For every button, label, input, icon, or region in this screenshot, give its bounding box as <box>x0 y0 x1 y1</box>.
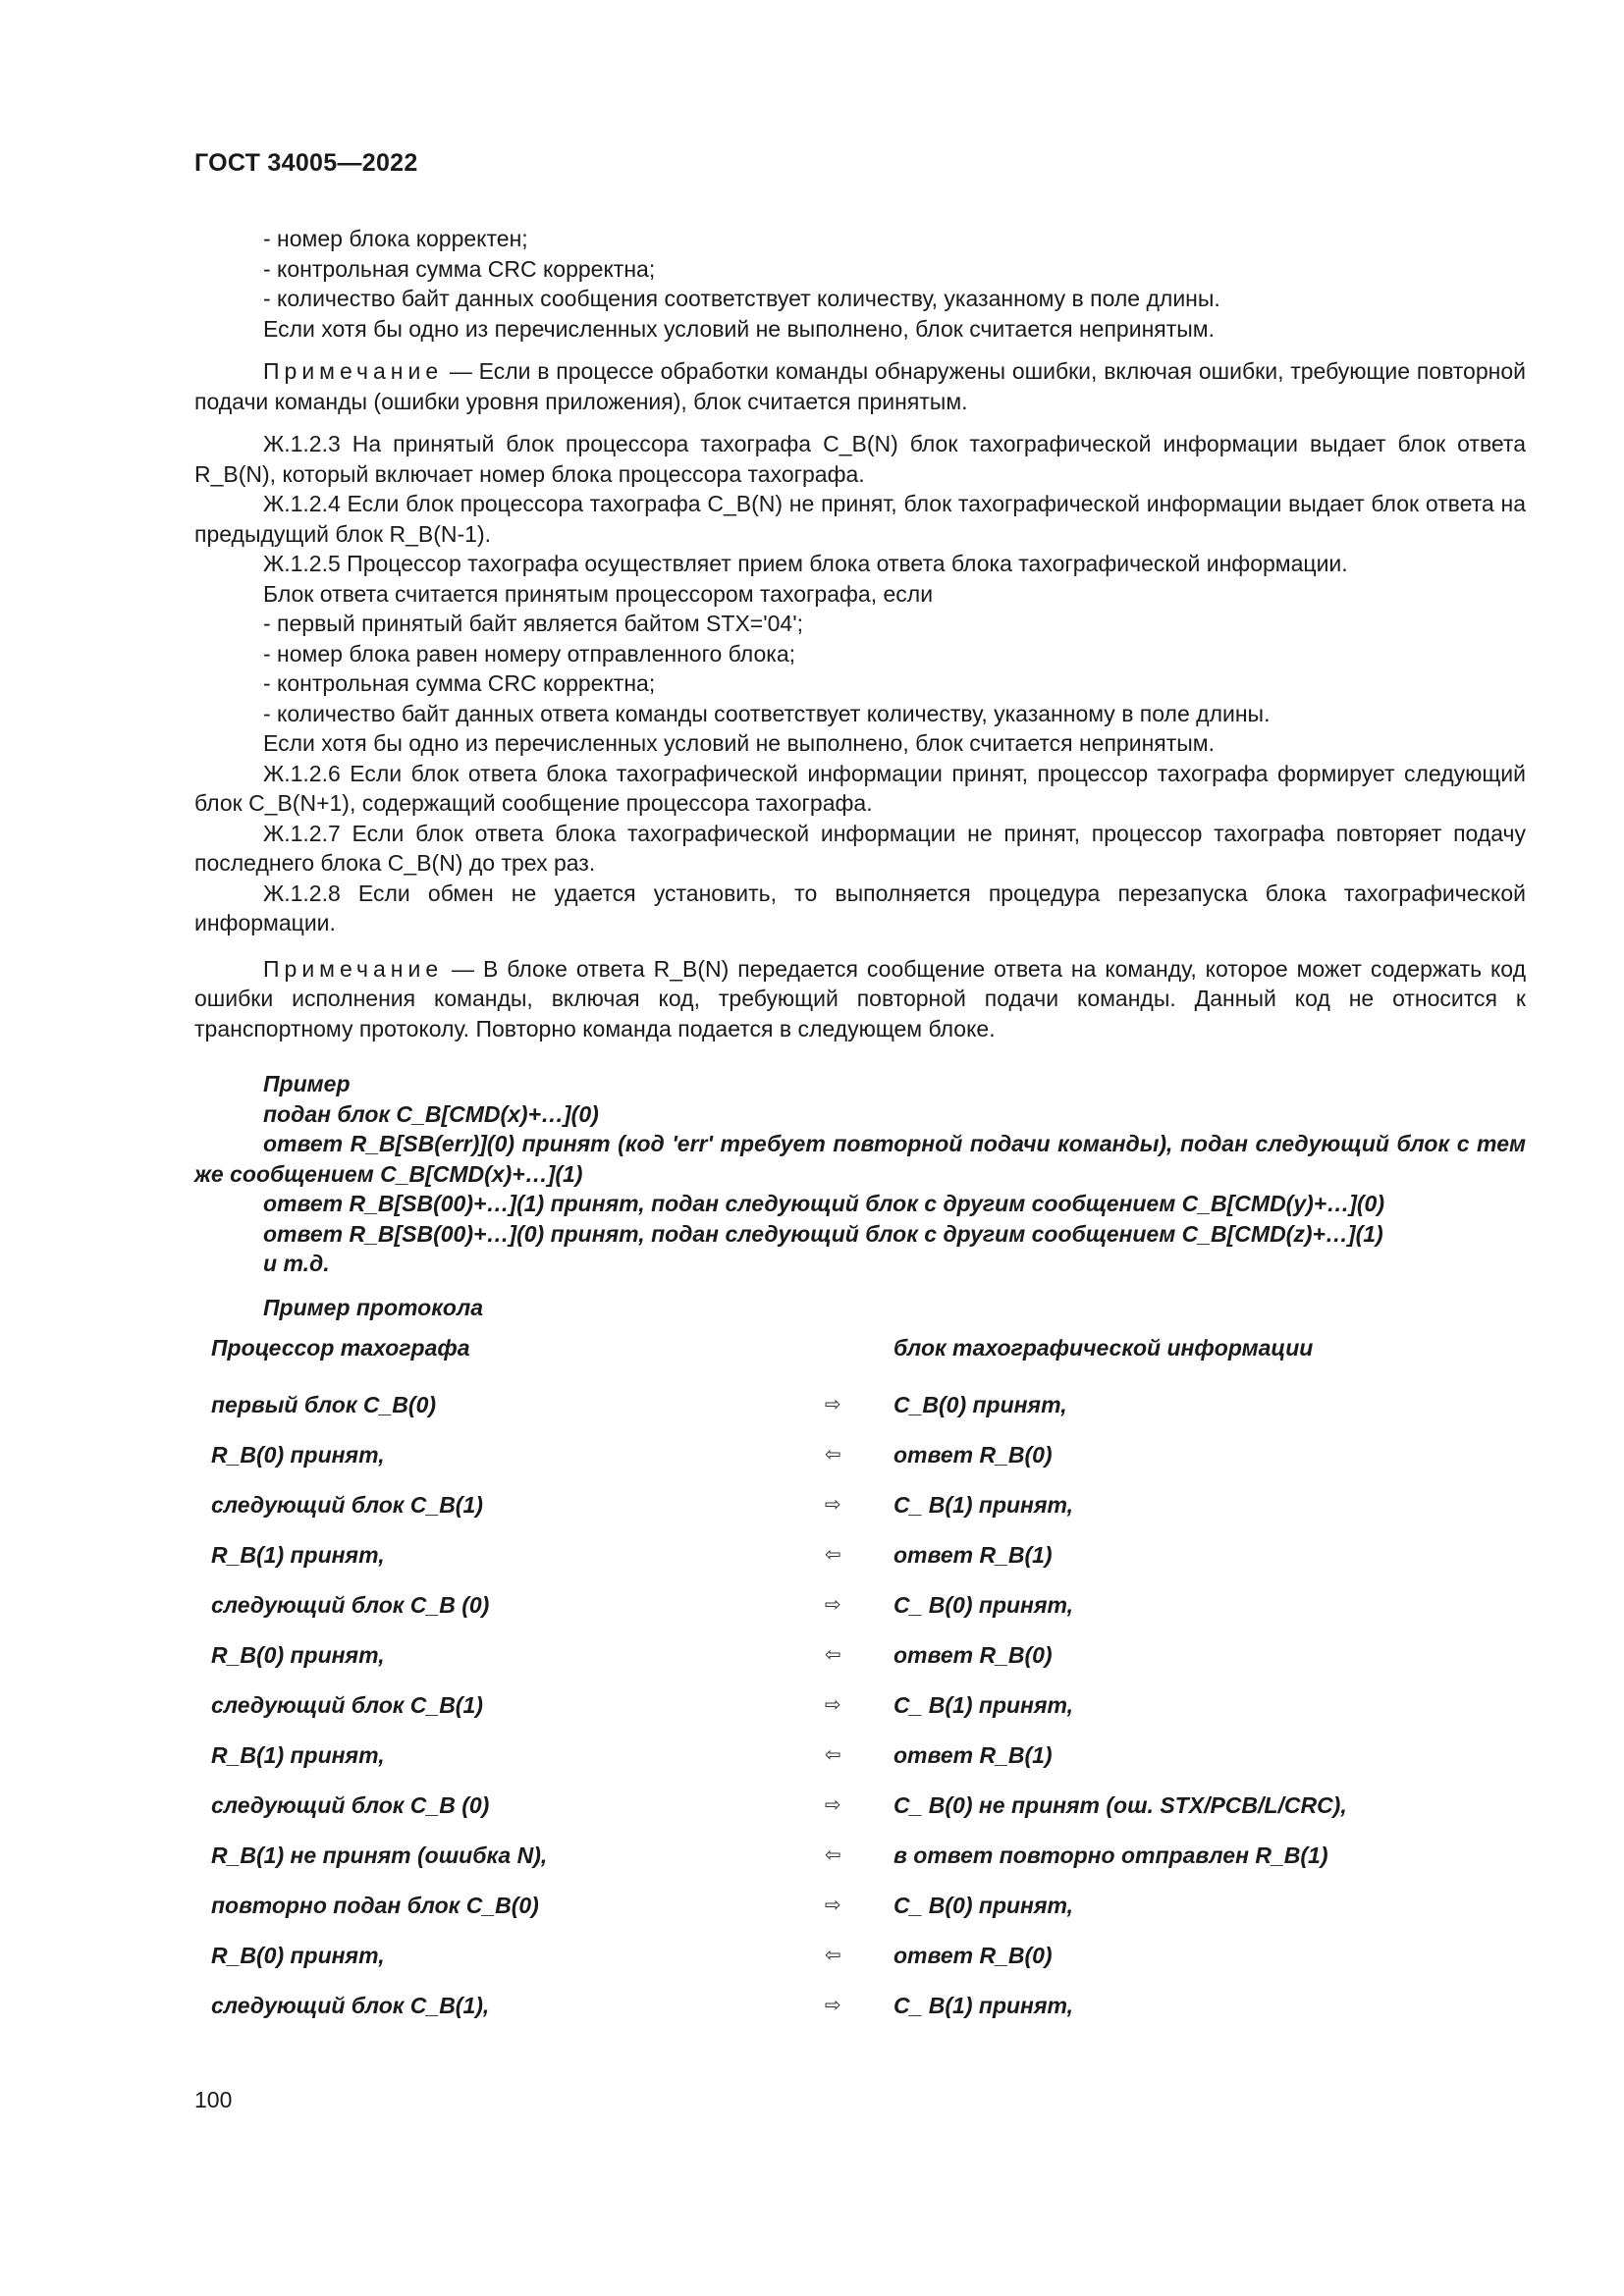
arrow-icon: ⇦ <box>825 1744 841 1766</box>
cell-info-block: C_ B(0) принят, <box>893 1893 1074 1918</box>
arrow-icon: ⇦ <box>825 1644 841 1666</box>
arrow-icon: ⇦ <box>825 1444 841 1466</box>
cell-processor: следующий блок C_B(1) <box>211 1492 483 1518</box>
table-row <box>211 1390 1488 1440</box>
cell-processor: R_B(0) принят, <box>211 1642 385 1668</box>
column-header-info-block: блок тахографической информации <box>893 1335 1314 1361</box>
list-item: - контрольная сумма CRC корректна; <box>263 670 656 696</box>
cell-info-block: C_ B(1) принят, <box>893 1492 1074 1518</box>
protocol-table <box>211 1333 1488 2041</box>
example-label: Пример <box>263 1071 351 1096</box>
page-number: 100 <box>194 2087 233 2112</box>
paragraph: Если хотя бы одно из перечисленных условий не выполнено, блок считается непринятым. <box>263 730 1215 756</box>
arrow-icon: ⇦ <box>825 1544 841 1566</box>
cell-processor: R_B(1) принят, <box>211 1542 385 1568</box>
cell-info-block: C_ B(1) принят, <box>893 1993 1074 2018</box>
paragraph: Ж.1.2.8 Если обмен не удается установить, то выполняется процедура перезапуска блока тахографической информации. <box>194 880 1526 935</box>
cell-processor: следующий блок C_B(1) <box>211 1692 483 1718</box>
note-text: — Если в процессе обработки команды обнаружены ошибки, включая ошибки, требующие повторной подачи команды (ошибки уровня приложения), блок считается принятым. <box>194 358 1526 414</box>
cell-processor: R_B(1) не принят (ошибка N), <box>211 1842 548 1868</box>
cell-info-block: C_ B(0) принят, <box>893 1592 1074 1618</box>
paragraph: Блок ответа считается принятым процессором тахографа, если <box>263 580 934 607</box>
cell-info-block: C_ B(0) не принят (ош. STX/PCB/L/CRC), <box>893 1792 1347 1818</box>
cell-processor: первый блок C_B(0) <box>211 1392 437 1417</box>
note-text: — В блоке ответа R_B(N) передается сообщение ответа на команду, которое может содержать код ошибки исполнения команды, включая код, требующий повторной подачи команды. Данный код не относится к транспортному протоколу. Повторно команда подается в следующем блоке. <box>194 955 1526 1041</box>
table-row <box>211 1790 1488 1841</box>
table-row <box>211 1690 1488 1740</box>
example-line: ответ R_B[SB(00)+…](0) принят, подан следующий блок с другим сообщением C_B[CMD(z)+…](1) <box>263 1220 1383 1247</box>
arrow-icon: ⇨ <box>825 1594 841 1616</box>
cell-processor: повторно подан блок C_B(0) <box>211 1893 539 1918</box>
paragraph: Ж.1.2.6 Если блок ответа блока тахографической информации принят, процессор тахографа формирует следующий блок C_B(N+1), содержащий сообщение процессора тахографа. <box>194 760 1526 816</box>
cell-info-block: ответ R_B(1) <box>893 1742 1053 1768</box>
cell-processor: R_B(0) принят, <box>211 1442 385 1468</box>
table-row <box>211 1540 1488 1590</box>
arrow-icon: ⇨ <box>825 1895 841 1916</box>
cell-processor: следующий блок C_B (0) <box>211 1592 490 1618</box>
paragraph: Ж.1.2.4 Если блок процессора тахографа C_B(N) не принят, блок тахографической информации выдает блок ответа на предыдущий блок R_B(N-1). <box>194 491 1526 547</box>
paragraph: Ж.1.2.5 Процессор тахографа осуществляет прием блока ответа блока тахографической информации. <box>263 551 1348 576</box>
paragraph: Ж.1.2.7 Если блок ответа блока тахографической информации не принят, процессор тахографа повторяет подачу последнего блока C_B(N) до трех раз. <box>194 820 1526 876</box>
arrow-icon: ⇦ <box>825 1844 841 1866</box>
protocol-label: Пример протокола <box>263 1294 484 1320</box>
cell-info-block: ответ R_B(0) <box>893 1642 1053 1668</box>
table-row <box>211 1941 1488 1991</box>
list-item: - количество байт данных сообщения соответствует количеству, указанному в поле длины. <box>263 286 1220 311</box>
list-item: - первый принятый байт является байтом STX='04'; <box>263 611 803 636</box>
table-header <box>211 1333 1488 1362</box>
list-item: - контрольная сумма CRC корректна; <box>263 255 656 282</box>
cell-processor: следующий блок C_B (0) <box>211 1792 490 1818</box>
cell-info-block: ответ R_B(1) <box>893 1542 1053 1568</box>
note-label: Примечание <box>263 955 444 982</box>
table-row <box>211 1490 1488 1540</box>
list-item: - номер блока корректен; <box>263 226 528 251</box>
arrow-icon: ⇨ <box>825 1394 841 1415</box>
cell-info-block: C_B(0) принят, <box>893 1392 1067 1417</box>
cell-info-block: ответ R_B(0) <box>893 1442 1053 1468</box>
document-body <box>194 224 1526 1322</box>
arrow-icon: ⇨ <box>825 1995 841 2016</box>
table-row <box>211 1640 1488 1690</box>
arrow-icon: ⇨ <box>825 1694 841 1716</box>
table-row <box>211 1590 1488 1640</box>
arrow-icon: ⇨ <box>825 1794 841 1816</box>
cell-info-block: в ответ повторно отправлен R_B(1) <box>893 1842 1328 1868</box>
document-header: ГОСТ 34005—2022 <box>194 149 418 177</box>
list-item: - номер блока равен номеру отправленного блока; <box>263 640 796 667</box>
list-item: - количество байт данных ответа команды соответствует количеству, указанному в поле длины. <box>263 700 1271 726</box>
table-row <box>211 1891 1488 1941</box>
table-row <box>211 1841 1488 1891</box>
example-block <box>194 1069 1526 1322</box>
note-label: Примечание <box>263 358 444 384</box>
example-line: ответ R_B[SB(err)](0) принят (код 'err' требует повторной подачи команды), подан следующий блок с тем же сообщением C_B[CMD(x)+…](1) <box>194 1131 1526 1187</box>
example-line: подан блок C_B[CMD(x)+…](0) <box>263 1100 599 1127</box>
table-row <box>211 1740 1488 1790</box>
cell-info-block: C_ B(1) принят, <box>893 1692 1074 1718</box>
arrow-icon: ⇨ <box>825 1494 841 1516</box>
cell-processor: R_B(1) принят, <box>211 1742 385 1768</box>
column-header-spacer <box>825 1333 893 1362</box>
paragraph: Если хотя бы одно из перечисленных условий не выполнено, блок считается непринятым. <box>263 315 1215 342</box>
table-body <box>211 1390 1488 2041</box>
example-line: ответ R_B[SB(00)+…](1) принят, подан следующий блок с другим сообщением C_B[CMD(y)+…](0) <box>263 1191 1384 1216</box>
table-row <box>211 1440 1488 1490</box>
example-line: и т.д. <box>263 1251 330 1276</box>
cell-info-block: ответ R_B(0) <box>893 1943 1053 1968</box>
note-paragraph <box>194 954 1526 1044</box>
paragraph: Ж.1.2.3 На принятый блок процессора тахографа C_B(N) блок тахографической информации выдает блок ответа R_B(N), который включает номер блока процессора тахографа. <box>194 431 1526 487</box>
note-paragraph <box>194 356 1526 416</box>
column-header-processor: Процессор тахографа <box>211 1335 470 1361</box>
cell-processor: следующий блок C_B(1), <box>211 1993 490 2018</box>
arrow-icon: ⇦ <box>825 1945 841 1966</box>
cell-processor: R_B(0) принят, <box>211 1943 385 1968</box>
table-row <box>211 1991 1488 2041</box>
